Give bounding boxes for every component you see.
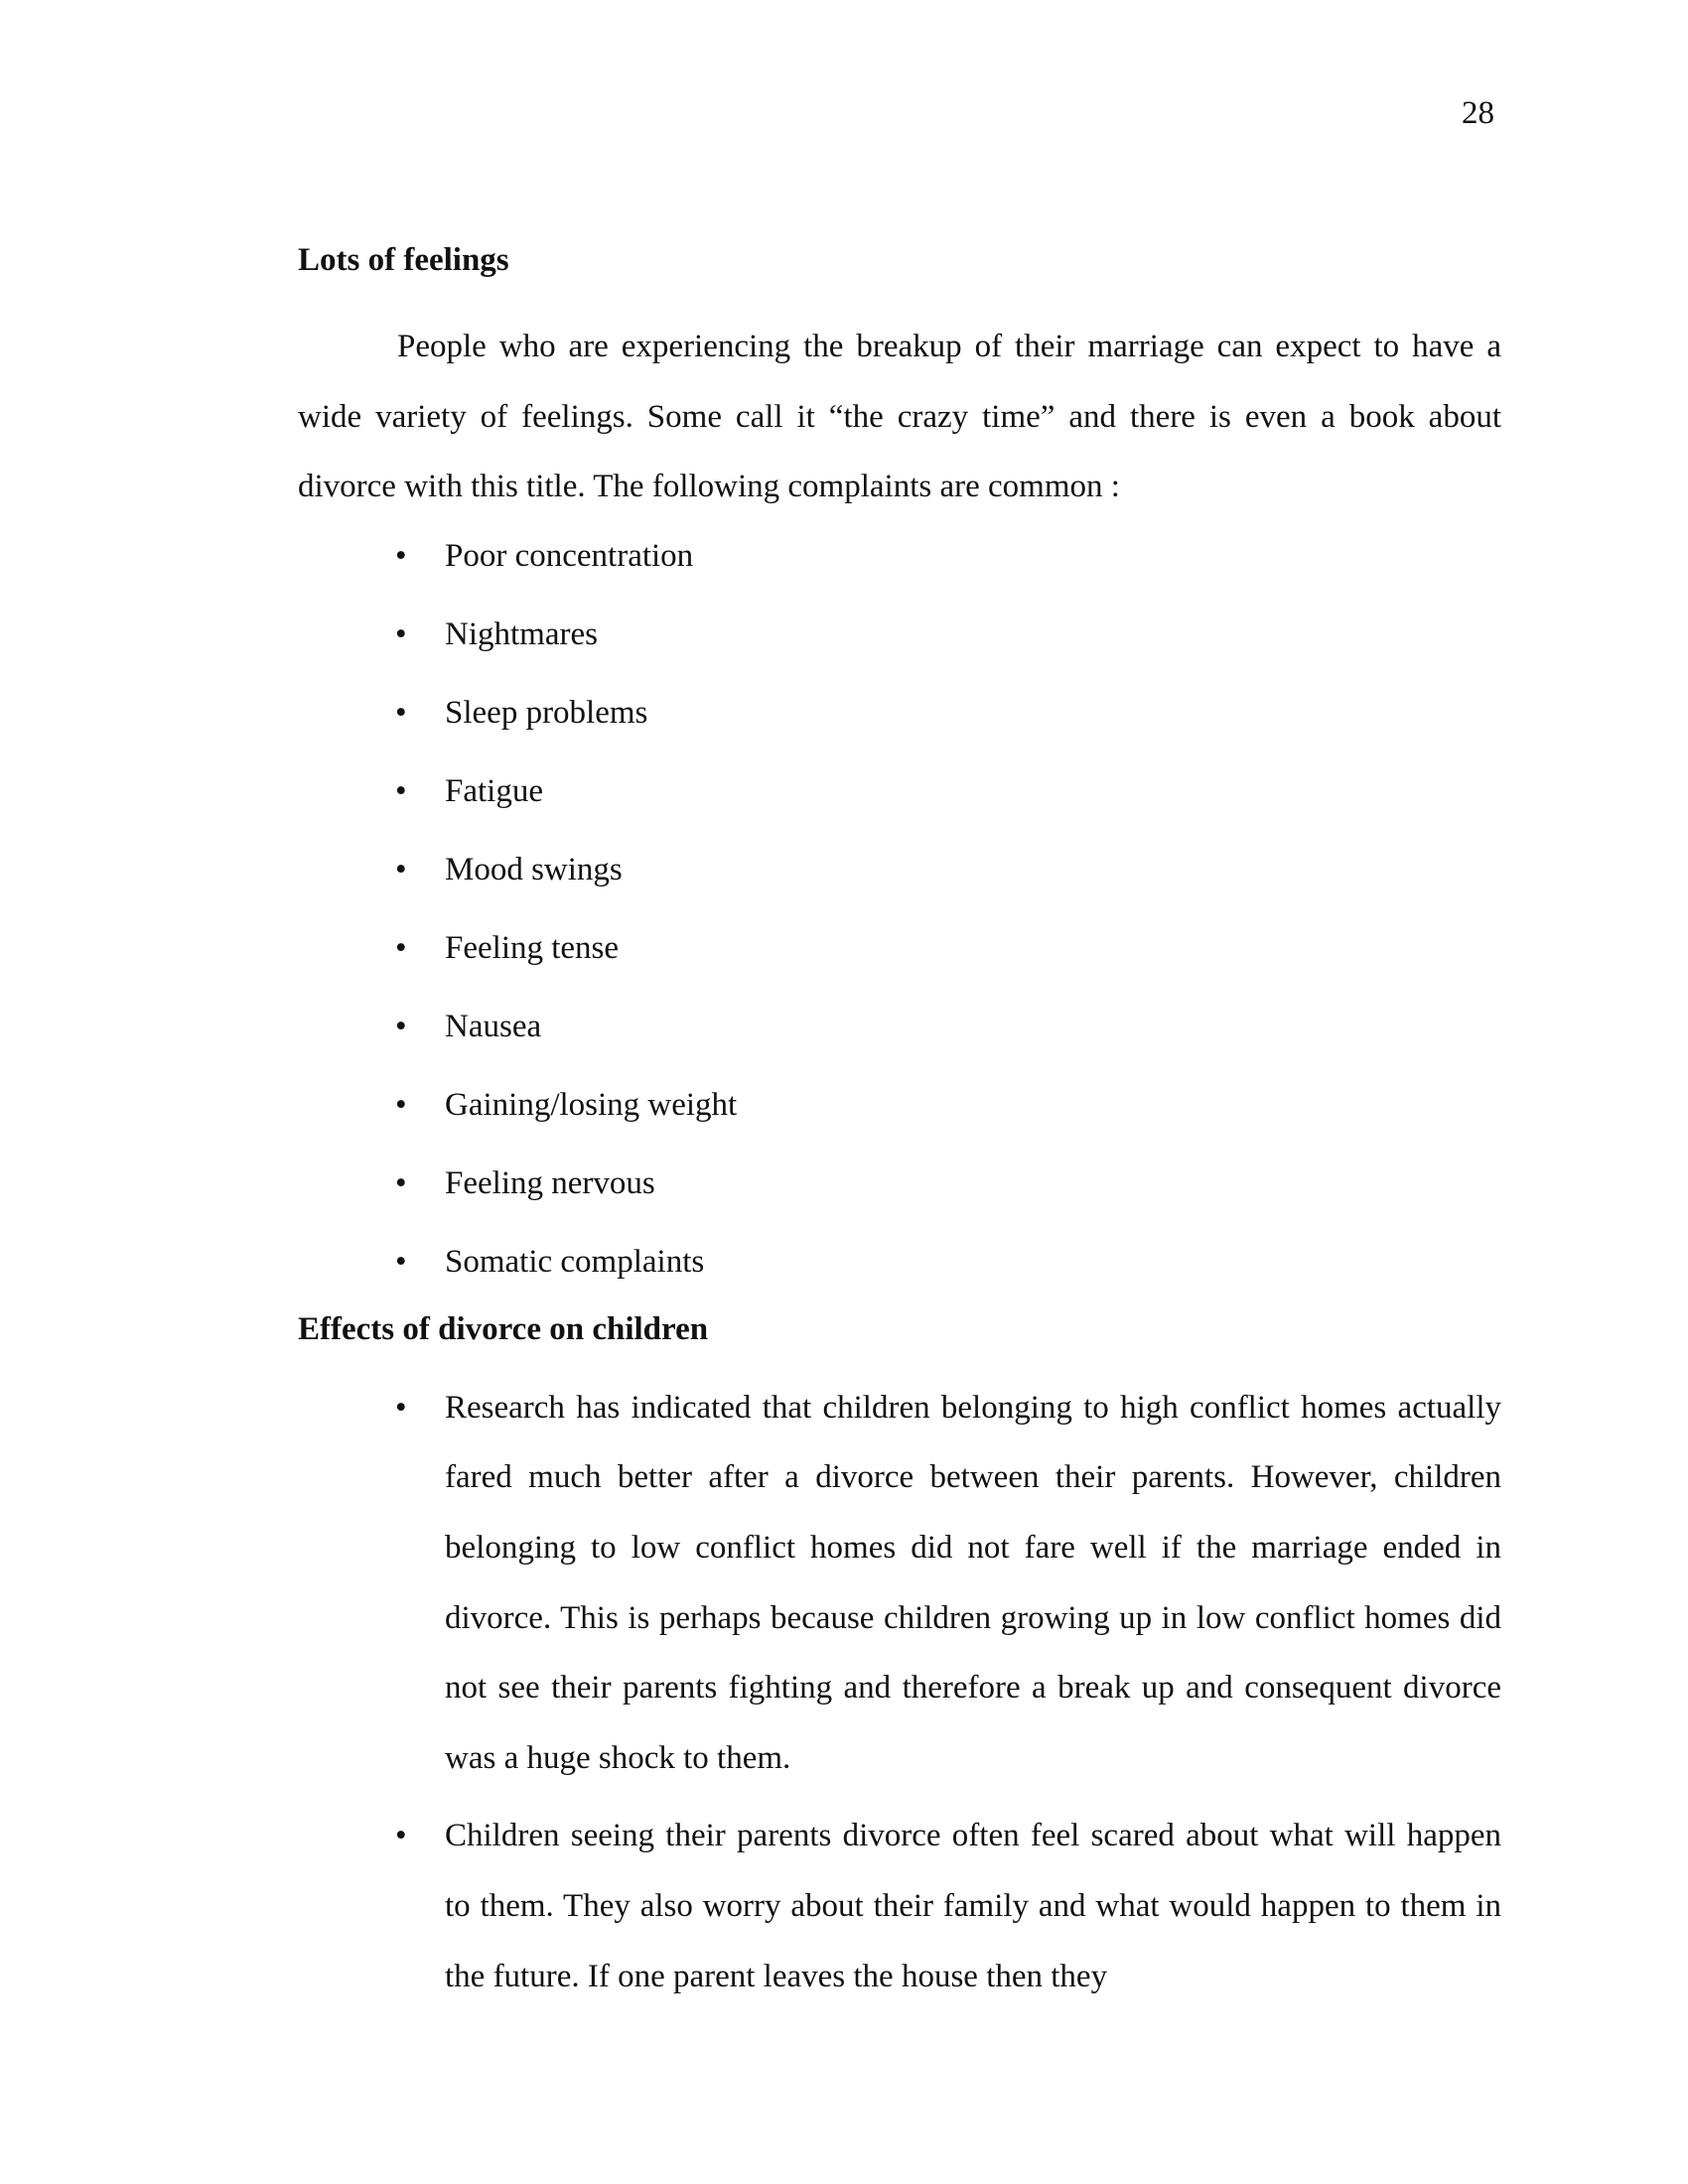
list-item xyxy=(298,922,1501,974)
document-body xyxy=(298,234,1501,2019)
bullet-icon: • xyxy=(395,615,407,652)
list-item xyxy=(298,765,1501,817)
list-item xyxy=(298,1236,1501,1288)
bullet-icon: • xyxy=(395,1086,407,1123)
list-item-text: Nightmares xyxy=(445,615,598,652)
bullet-icon: • xyxy=(395,1243,407,1280)
intro-paragraph: People who are experiencing the breakup of their marriage can expect to have a wide variety of feelings. Some call it “the crazy time” and there is even a book about divorce with this title. The following complaints are common : xyxy=(298,329,1501,505)
bullet-icon: • xyxy=(395,929,407,966)
section-heading-effects-of-divorce: Effects of divorce on children xyxy=(298,1310,709,1347)
bullet-icon: • xyxy=(395,772,407,809)
section-heading-lots-of-feelings: Lots of feelings xyxy=(298,242,509,278)
list-item-text: Nausea xyxy=(445,1008,542,1044)
list-item-text: Fatigue xyxy=(445,772,543,809)
list-item xyxy=(298,609,1501,660)
list-item xyxy=(298,1801,1501,2011)
list-item-text: Mood swings xyxy=(445,851,623,887)
list-item xyxy=(298,1373,1501,1794)
list-item xyxy=(298,1158,1501,1209)
list-item-text: Feeling nervous xyxy=(445,1164,655,1201)
page-number: 28 xyxy=(1462,95,1494,131)
bullet-icon: • xyxy=(395,1008,407,1044)
list-item-text: Sleep problems xyxy=(445,694,648,731)
complaints-list xyxy=(298,530,1501,1288)
list-item-text: Somatic complaints xyxy=(445,1243,705,1280)
bullet-icon: • xyxy=(395,1389,407,1426)
effects-list xyxy=(298,1373,1501,2011)
list-item xyxy=(298,1079,1501,1131)
list-item-text: Research has indicated that children belonging to high conflict homes actually fared much better after a divorce between their parents. However, children belonging to low conflict homes did not fare well if the marriage ended in divorce. This is perhaps because children growing up in low conflict homes did not see their parents fighting and therefore a break up and consequent divorce was a huge shock to them. xyxy=(445,1389,1501,1776)
list-item-text: Gaining/losing weight xyxy=(445,1086,738,1123)
list-item xyxy=(298,1001,1501,1052)
list-item-text: Feeling tense xyxy=(445,929,620,966)
bullet-icon: • xyxy=(395,851,407,887)
list-item-text: Children seeing their parents divorce often feel scared about what will happen to them. They also worry about their family and what would happen to them in the future. If one parent leaves the house then they xyxy=(445,1818,1501,1994)
list-item-text: Poor concentration xyxy=(445,537,694,574)
list-item xyxy=(298,530,1501,582)
bullet-icon: • xyxy=(395,1164,407,1201)
bullet-icon: • xyxy=(395,694,407,731)
list-item xyxy=(298,844,1501,895)
list-item xyxy=(298,687,1501,739)
bullet-icon: • xyxy=(395,537,407,574)
bullet-icon: • xyxy=(395,1818,407,1854)
